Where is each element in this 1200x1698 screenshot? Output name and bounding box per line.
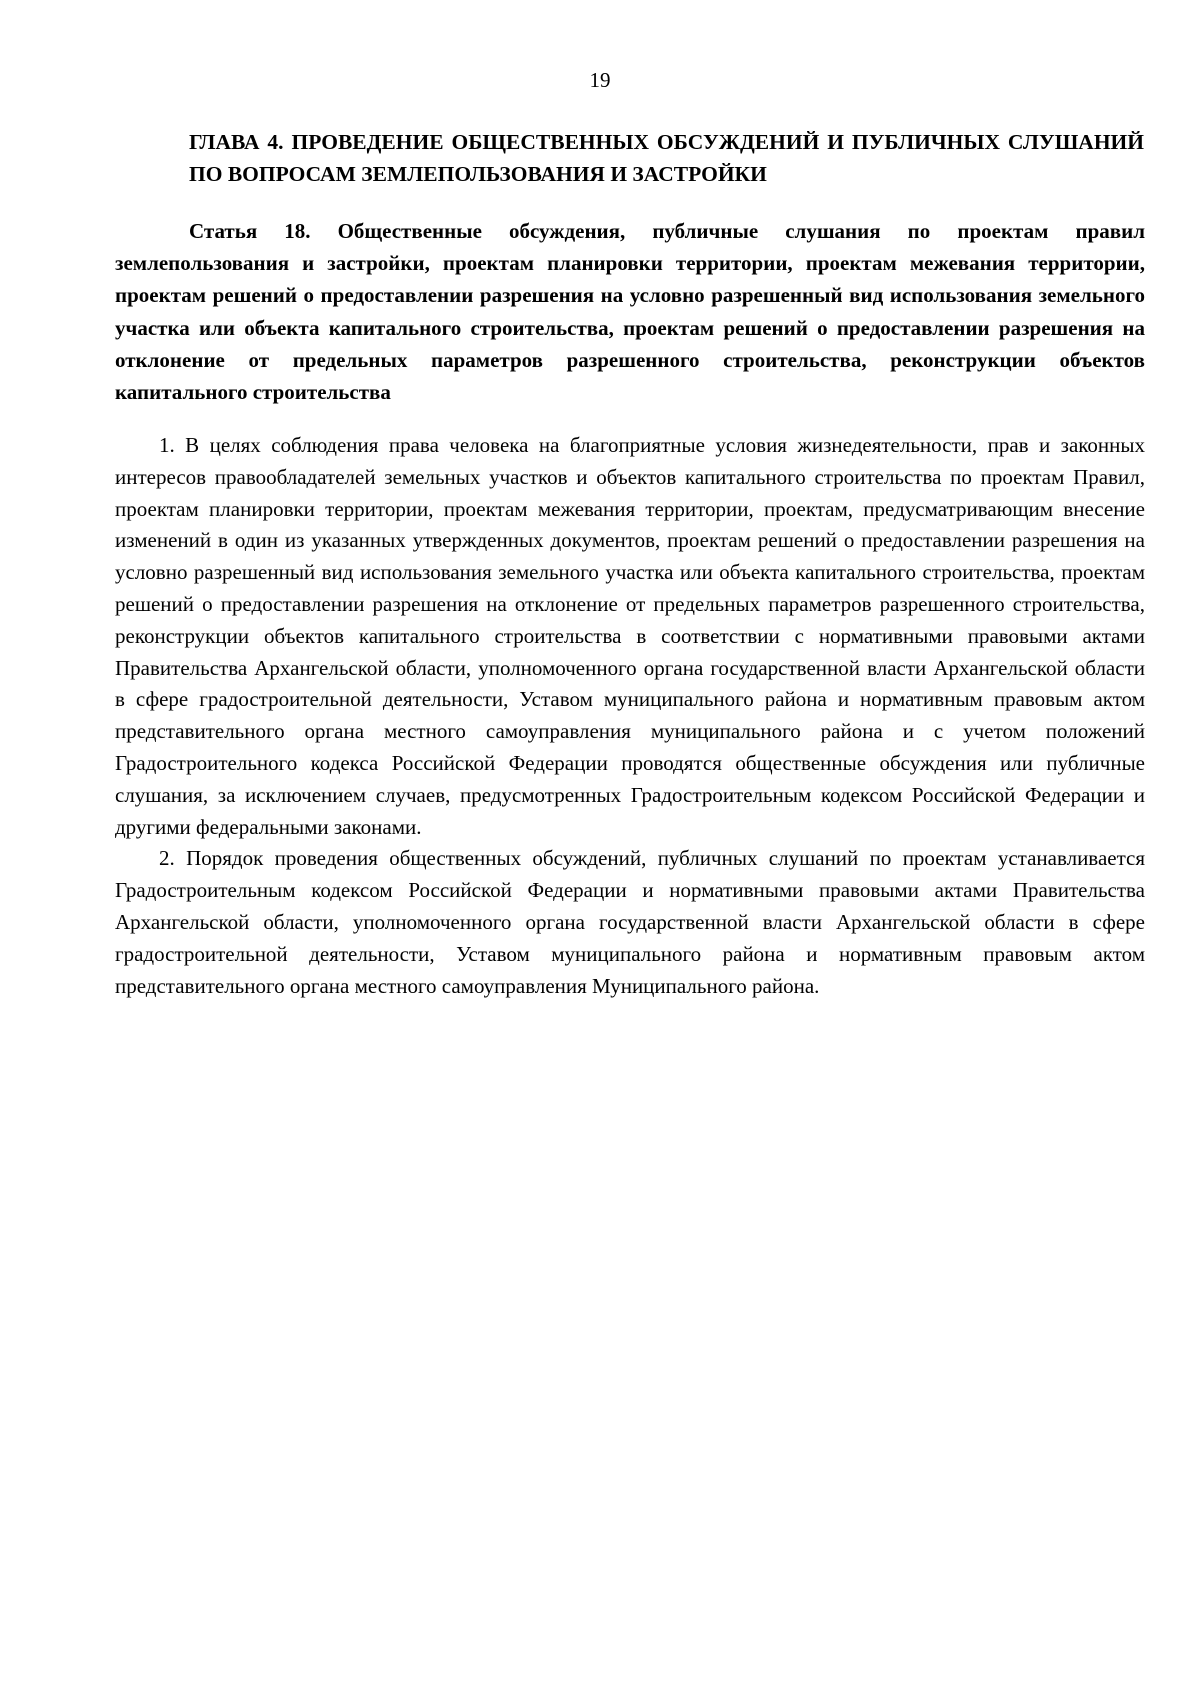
page-number: 19 [589,68,611,92]
article-body [115,430,1145,1002]
paragraph-2: 2. Порядок проведения общественных обсуждений, публичных слушаний по проектам устанавливается Градостроительным кодексом Российской Федерации и нормативными правовыми актами Правительства Архангельской области, уполномоченного органа государственной власти Архангельской области в сфере градостроительной деятельности, Уставом муниципального района и нормативным правовым актом представительного органа местного самоуправления Муниципального района. [115,846,1145,998]
chapter-title: ГЛАВА 4. ПРОВЕДЕНИЕ ОБЩЕСТВЕННЫХ ОБСУЖДЕНИЙ И ПУБЛИЧНЫХ СЛУШАНИЙ ПО ВОПРОСАМ ЗЕМЛЕПОЛЬЗОВАНИЯ И ЗАСТРОЙКИ [189,130,1144,186]
article-title: Статья 18. Общественные обсуждения, публичные слушания по проектам правил землепользования и застройки, проектам планировки территории, проектам межевания территории, проектам решений о предоставлении разрешения на условно разрешенный вид использования земельного участка или объекта капитального строительства, проектам решений о предоставлении разрешения на отклонение от предельных параметров разрешенного строительства, реконструкции объектов капитального строительства [115,219,1145,405]
paragraph-1: 1. В целях соблюдения права человека на благоприятные условия жизнедеятельности, прав и законных интересов правообладателей земельных участков и объектов капитального строительства по проектам Правил, проектам планировки территории, проектам межевания территории, проектам, предусматривающим внесение изменений в один из указанных утвержденных документов, проектам решений о предоставлении разрешения на условно разрешенный вид использования земельного участка или объекта капитального строительства, проектам решений о предоставлении разрешения на отклонение от предельных параметров разрешенного строительства, реконструкции объектов капитального строительства в соответствии с нормативными правовыми актами Правительства Архангельской области, уполномоченного органа государственной власти Архангельской области в сфере градостроительной деятельности, Уставом муниципального района и нормативным правовым актом представительного органа местного самоуправления муниципального района и с учетом положений Градостроительного кодекса Российской Федерации проводятся общественные обсуждения или публичные слушания, за исключением случаев, предусмотренных Градостроительным кодексом Российской Федерации и другими федеральными законами. [115,433,1145,839]
